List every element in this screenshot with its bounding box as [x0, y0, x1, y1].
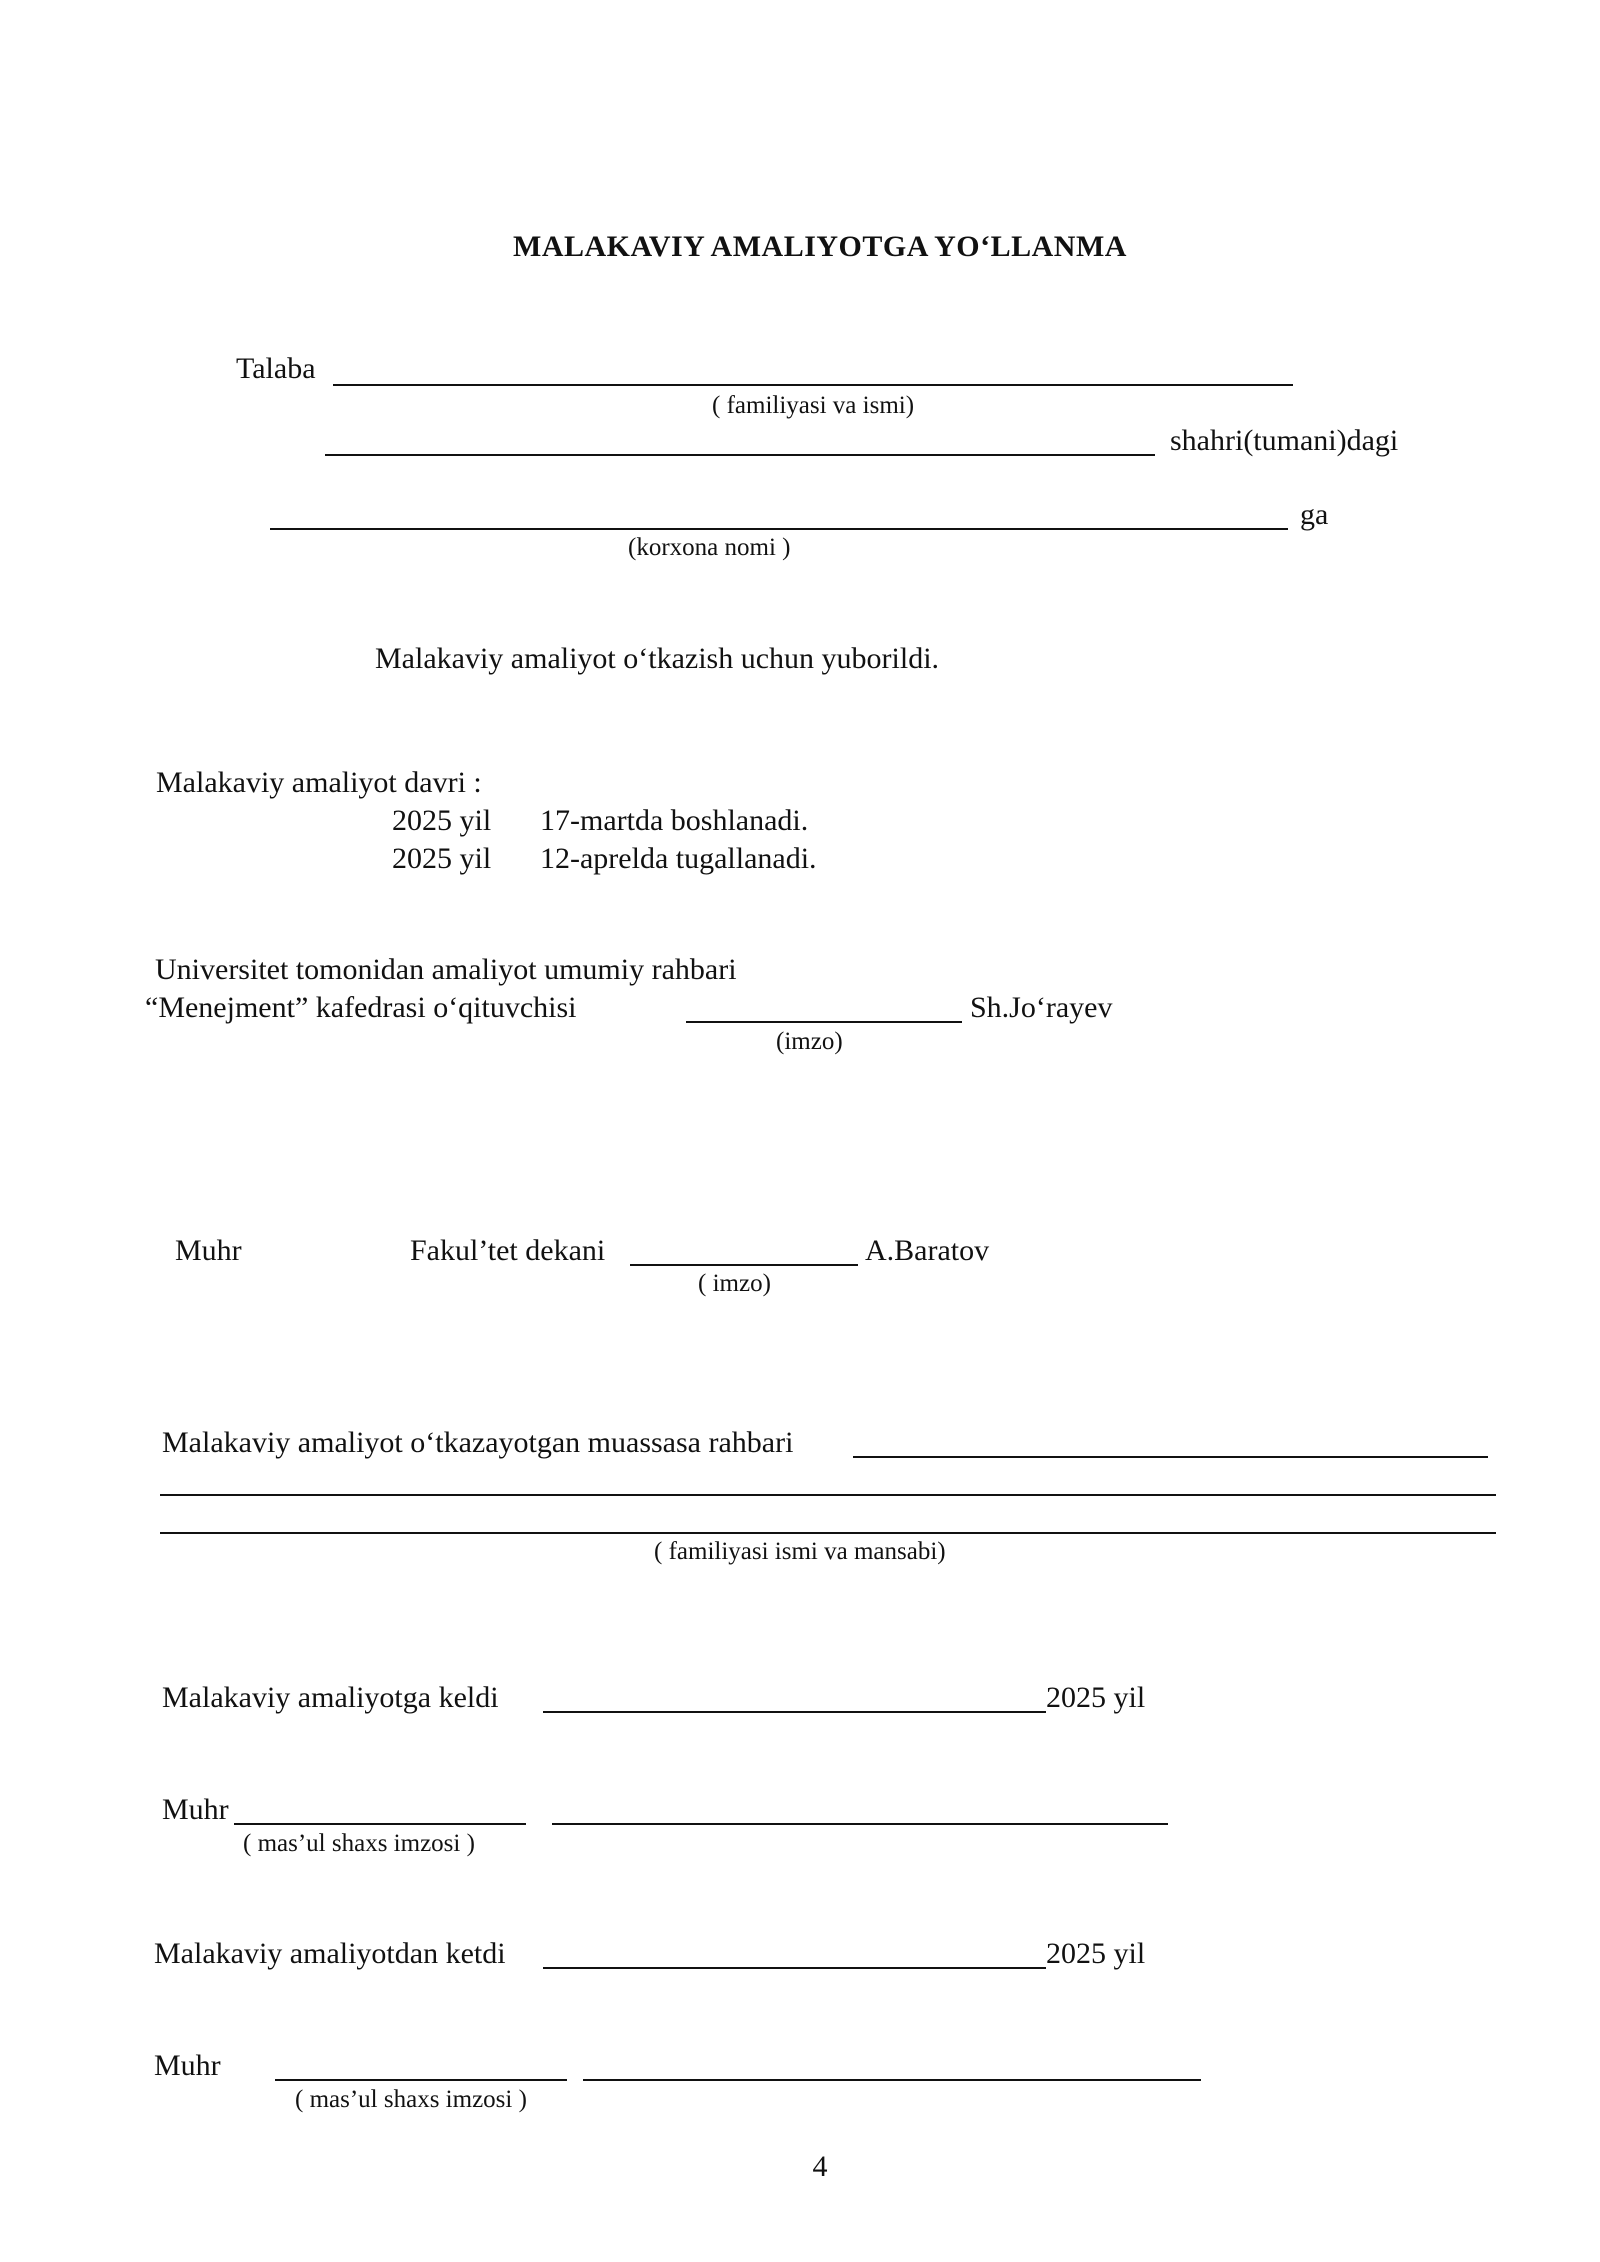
- arrival-sign-caption: ( mas’ul shaxs imzosi ): [243, 1830, 475, 1857]
- organization-line: [270, 528, 1288, 530]
- host-head-line1: [853, 1456, 1488, 1458]
- page-number: 4: [812, 2150, 828, 2183]
- student-name-line: [333, 384, 1293, 386]
- period-start-text: 17-martda boshlanadi.: [540, 804, 809, 837]
- departure-year: 2025 yil: [1046, 1937, 1146, 1970]
- dean-signature-line: [630, 1264, 858, 1266]
- student-label: Talaba: [236, 352, 316, 385]
- period-end-year: 2025 yil: [392, 842, 492, 875]
- supervisor-line2: “Menejment” kafedrasi o‘qituvchisi: [145, 991, 577, 1024]
- departure-date-line: [543, 1967, 1046, 1969]
- departure-name-line: [583, 2079, 1201, 2081]
- arrival-stamp-label: Muhr: [162, 1793, 229, 1826]
- document-title: MALAKAVIY AMALIYOTGA YO‘LLANMA: [513, 230, 1127, 263]
- host-head-caption: ( familiyasi ismi va mansabi): [654, 1538, 946, 1565]
- supervisor-name: Sh.Jo‘rayev: [970, 991, 1113, 1024]
- arrival-date-line: [543, 1711, 1046, 1713]
- dean-sign-caption: ( imzo): [698, 1270, 771, 1297]
- supervisor-line1: Universitet tomonidan amaliyot umumiy rahbari: [155, 953, 737, 986]
- arrival-signature-line: [234, 1823, 526, 1825]
- supervisor-signature-line: [686, 1021, 962, 1023]
- organization-suffix: ga: [1300, 498, 1329, 531]
- city-suffix: shahri(tumani)dagi: [1170, 424, 1399, 457]
- departure-stamp-label: Muhr: [154, 2049, 221, 2082]
- organization-caption: (korxona nomi ): [628, 534, 791, 561]
- dean-stamp-label: Muhr: [175, 1234, 242, 1267]
- departure-signature-line: [275, 2079, 567, 2081]
- dean-name: A.Baratov: [865, 1234, 990, 1267]
- arrival-year: 2025 yil: [1046, 1681, 1146, 1714]
- sent-statement: Malakaviy amaliyot o‘tkazish uchun yuborildi.: [375, 642, 940, 675]
- dean-label: Fakul’tet dekani: [410, 1234, 606, 1267]
- period-label: Malakaviy amaliyot davri :: [156, 766, 482, 799]
- period-end-text: 12-aprelda tugallanadi.: [540, 842, 817, 875]
- city-line: [325, 454, 1155, 456]
- departure-sign-caption: ( mas’ul shaxs imzosi ): [295, 2086, 527, 2113]
- student-name-caption: ( familiyasi va ismi): [712, 392, 915, 419]
- arrival-label: Malakaviy amaliyotga keldi: [162, 1681, 499, 1714]
- supervisor-sign-caption: (imzo): [776, 1028, 843, 1055]
- arrival-name-line: [552, 1823, 1168, 1825]
- host-head-label: Malakaviy amaliyot o‘tkazayotgan muassasa rahbari: [162, 1426, 794, 1459]
- host-head-line3: [160, 1532, 1496, 1534]
- period-start-year: 2025 yil: [392, 804, 492, 837]
- departure-label: Malakaviy amaliyotdan ketdi: [154, 1937, 506, 1970]
- host-head-line2: [160, 1494, 1496, 1496]
